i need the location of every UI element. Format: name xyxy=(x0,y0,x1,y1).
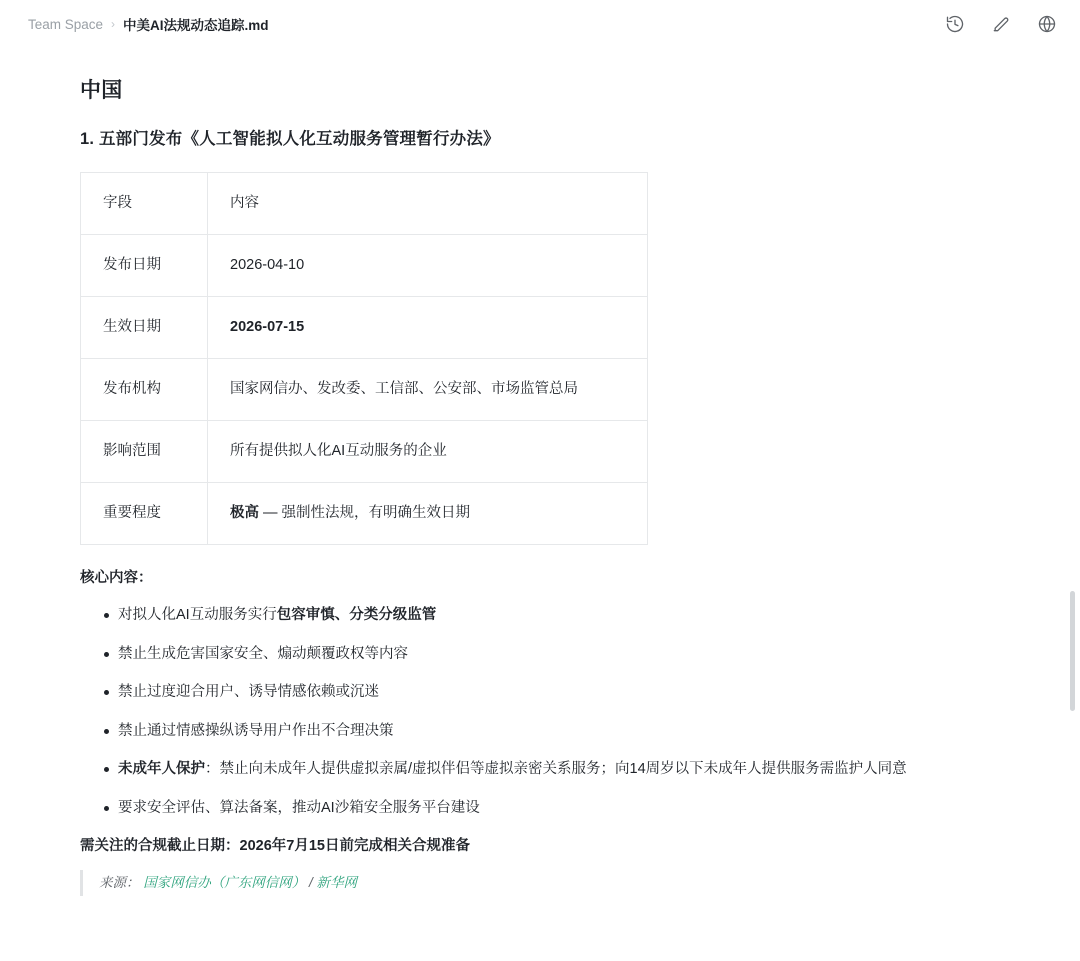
table-row xyxy=(81,421,648,483)
table-value-cell: 2026-04-10 xyxy=(208,235,648,297)
core-content-list xyxy=(80,604,920,820)
table-key-cell: 生效日期 xyxy=(81,297,208,359)
table-header-row xyxy=(81,173,648,235)
table-row xyxy=(81,359,648,421)
scrollbar-thumb[interactable] xyxy=(1070,591,1075,711)
list-item-emphasis: 包容审慎、分类分级监管 xyxy=(276,607,437,624)
list-item-emphasis: 未成年人保护 xyxy=(118,761,205,778)
list-item: 禁止过度迎合用户、诱导情感依赖或沉迷 xyxy=(104,681,920,704)
list-item: 对拟人化AI互动服务实行包容审慎、分类分级监管 xyxy=(104,604,920,627)
section-heading: 1. 五部门发布《人工智能拟人化互动服务管理暂行办法》 xyxy=(80,130,500,149)
source-link-primary[interactable]: 国家网信办（广东网信网） xyxy=(143,875,306,891)
table-row xyxy=(81,297,648,359)
source-link-secondary[interactable]: 新华网 xyxy=(316,875,358,891)
list-item: 禁止通过情感操纵诱导用户作出不合理决策 xyxy=(104,720,920,743)
info-table xyxy=(80,172,648,545)
table-value-cell: 2026-07-15 xyxy=(208,297,648,359)
top-bar xyxy=(0,0,1080,48)
source-quote xyxy=(80,870,920,896)
breadcrumb-file[interactable]: 中美AI法规动态追踪.md xyxy=(123,18,269,33)
breadcrumb xyxy=(28,14,269,34)
table-row xyxy=(81,235,648,297)
edit-icon[interactable] xyxy=(990,13,1012,35)
core-content-label: 核心内容： xyxy=(80,570,153,587)
history-icon[interactable] xyxy=(944,13,966,35)
list-item: 要求安全评估、算法备案，推动AI沙箱安全服务平台建设 xyxy=(104,797,920,820)
table-row xyxy=(81,483,648,545)
table-header-cell: 内容 xyxy=(208,173,648,235)
table-key-cell: 发布机构 xyxy=(81,359,208,421)
top-bar-actions xyxy=(944,13,1058,35)
table-value-cell: 所有提供拟人化AI互动服务的企业 xyxy=(208,421,648,483)
list-item: 禁止生成危害国家安全、煽动颠覆政权等内容 xyxy=(104,643,920,666)
breadcrumb-separator-icon: › xyxy=(111,17,116,31)
deadline-note: 需关注的合规截止日期：2026年7月15日前完成相关合规准备 xyxy=(80,838,470,855)
source-prefix: 来源： xyxy=(99,875,140,891)
table-key-cell: 发布日期 xyxy=(81,235,208,297)
table-header-cell: 字段 xyxy=(81,173,208,235)
table-key-cell: 影响范围 xyxy=(81,421,208,483)
document-body xyxy=(0,48,1080,896)
list-item: 未成年人保护：禁止向未成年人提供虚拟亲属/虚拟伴侣等虚拟亲密关系服务；向14周岁以下未成年人提供服务需监护人同意 xyxy=(104,758,920,781)
table-value-emphasis: 极高 xyxy=(230,505,259,522)
page-title: 中国 xyxy=(80,79,123,102)
table-value-cell: 极高 — 强制性法规，有明确生效日期 xyxy=(208,483,648,545)
breadcrumb-space[interactable]: Team Space xyxy=(28,16,104,32)
table-key-cell: 重要程度 xyxy=(81,483,208,545)
globe-icon[interactable] xyxy=(1036,13,1058,35)
table-value-cell: 国家网信办、发改委、工信部、公安部、市场监管总局 xyxy=(208,359,648,421)
scrollbar-track[interactable] xyxy=(1069,96,1077,961)
source-separator: / xyxy=(305,875,317,891)
